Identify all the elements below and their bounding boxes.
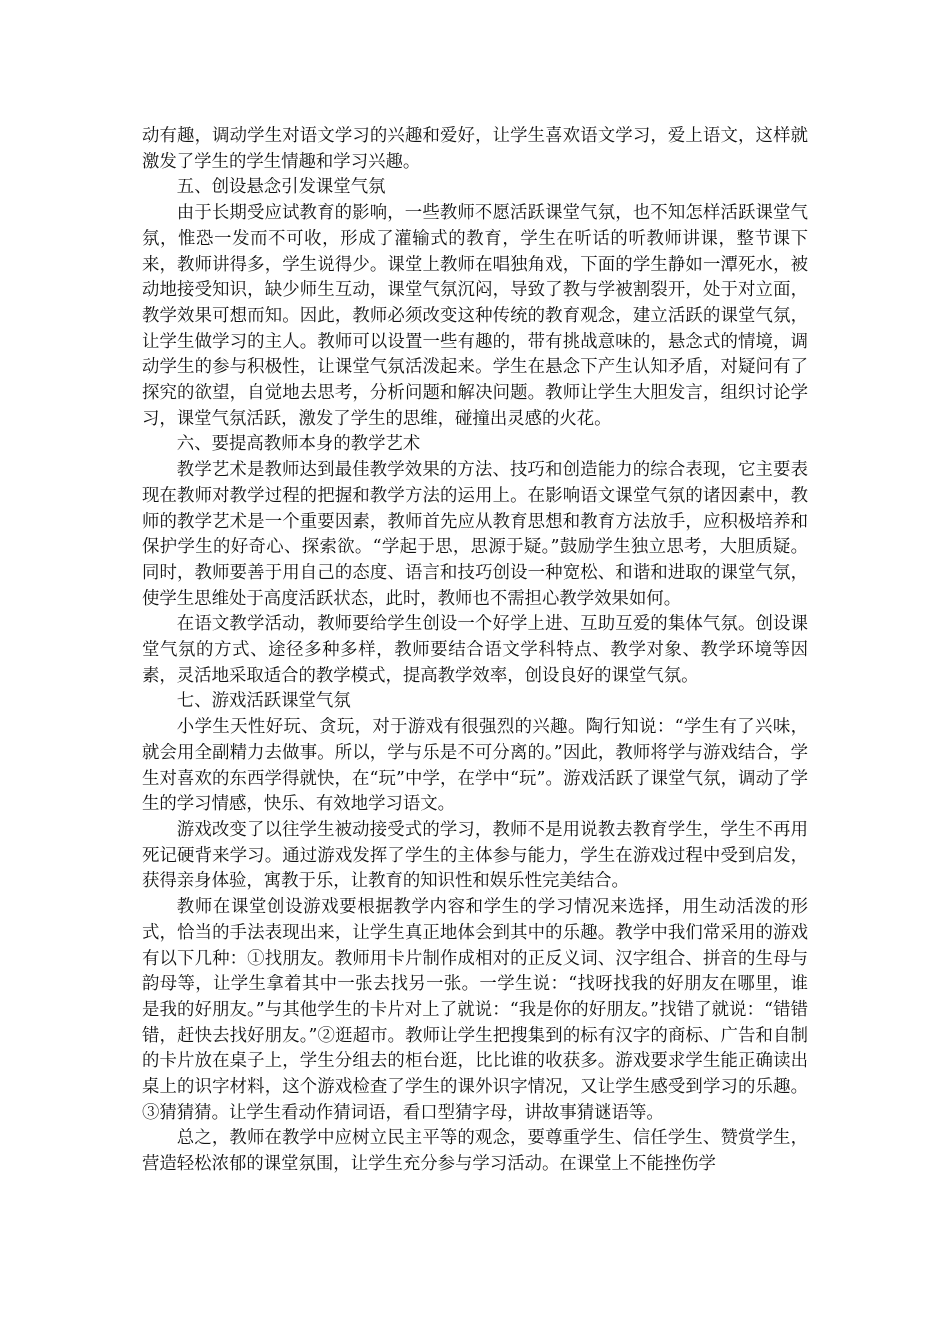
section-heading-6: 六、要提高教师本身的教学艺术: [176, 434, 421, 455]
paragraph: 在语文教学活动，教师要给学生创设一个好学上进、互助互爱的集体气氛。创设课堂气氛的方式、途径多种多样，教师要结合语文学科特点、教学对象、教学环境等因素，灵活地采取适合的教学模式，提高教学效率，创设良好的课堂气氛。: [142, 614, 808, 686]
paragraph: 教师在课堂创设游戏要根据教学内容和学生的学习情况来选择，用生动活泼的形式，恰当的手法表现出来，让学生真正地体会到其中的乐趣。教学中我们常采用的游戏有以下几种：①找朋友。教师用卡片制作成相对的正反义词、汉字组合、拼音的生母与韵母等，让学生拿着其中一张去找另一张。一学生说：“找呀找我的好朋友在哪里，谁是我的好朋友。”与其他学生的卡片对上了就说：“我是你的好朋友。”找错了就说：“错错错，赶快去找好朋友。”②逛超市。教师让学生把搜集到的标有汉字的商标、广告和自制的卡片放在桌子上，学生分组去的柜台逛，比比谁的收获多。游戏要求学生能正确读出桌上的识字材料，这个游戏检查了学生的课外识字情况，又让学生感受到学习的乐趣。③猜猜猜。让学生看动作猜词语，看口型猜字母，讲故事猜谜语等。: [142, 897, 808, 1123]
paragraph: 游戏改变了以往学生被动接受式的学习，教师不是用说教去教育学生，学生不再用死记硬背来学习。通过游戏发挥了学生的主体参与能力，学生在游戏过程中受到启发，获得亲身体验，寓教于乐，让教育的知识性和娱乐性完美结合。: [142, 819, 808, 892]
section-heading-5: 五、创设悬念引发课堂气氛: [176, 177, 386, 198]
paragraph: 小学生天性好玩、贪玩，对于游戏有很强烈的兴趣。陶行知说：“学生有了兴味，就会用全副精力去做事。所以，学与乐是不可分离的。”因此，教师将学与游戏结合，学生对喜欢的东西学得就快，在“玩”中学，在学中“玩”。游戏活跃了课堂气氛，调动了学生的学习情感，快乐、有效地学习语文。: [142, 717, 808, 815]
section-heading-7: 七、游戏活跃课堂气氛: [176, 691, 351, 712]
paragraph: 教学艺术是教师达到最佳教学效果的方法、技巧和创造能力的综合表现，它主要表现在教师对教学过程的把握和教学方法的运用上。在影响语文课堂气氛的诸因素中，教师的教学艺术是一个重要因素，教师首先应从教育思想和教育方法放手，应积极培养和保护学生的好奇心、探索欲。“学起于思，思源于疑。”鼓励学生独立思考，大胆质疑。同时，教师要善于用自己的态度、语言和技巧创设一种宽松、和谐和进取的课堂气氛，使学生思维处于高度活跃状态，此时，教师也不需担心教学效果如何。: [142, 460, 808, 609]
paragraph-continuation: 动有趣，调动学生对语文学习的兴趣和爱好，让学生喜欢语文学习，爱上语文，这样就激发了学生的学生情趣和学习兴趣。: [142, 126, 808, 172]
paragraph: 由于长期受应试教育的影响，一些教师不愿活跃课堂气氛，也不知怎样活跃课堂气氛，惟恐一发而不可收，形成了灌输式的教育，学生在听话的听教师讲课，整节课下来，教师讲得多，学生说得少。课堂上教师在唱独角戏，下面的学生静如一潭死水，被动地接受知识，缺少师生互动，课堂气氛沉闷，导致了教与学被割裂开，处于对立面，教学效果可想而知。因此，教师必须改变这种传统的教育观念，建立活跃的课堂气氛，让学生做学习的主人。教师可以设置一些有趣的，带有挑战意味的，悬念式的情境，调动学生的参与积极性，让课堂气氛活泼起来。学生在悬念下产生认知矛盾，对疑问有了探究的欲望，自觉地去思考，分析问题和解决问题。教师让学生大胆发言，组织讨论学习，课堂气氛活跃，激发了学生的思维，碰撞出灵感的火花。: [142, 203, 808, 429]
document-body: [142, 124, 808, 1178]
paragraph: 总之，教师在教学中应树立民主平等的观念，要尊重学生、信任学生、赞赏学生，营造轻松浓郁的课堂氛围，让学生充分参与学习活动。在课堂上不能挫伤学: [142, 1128, 808, 1175]
